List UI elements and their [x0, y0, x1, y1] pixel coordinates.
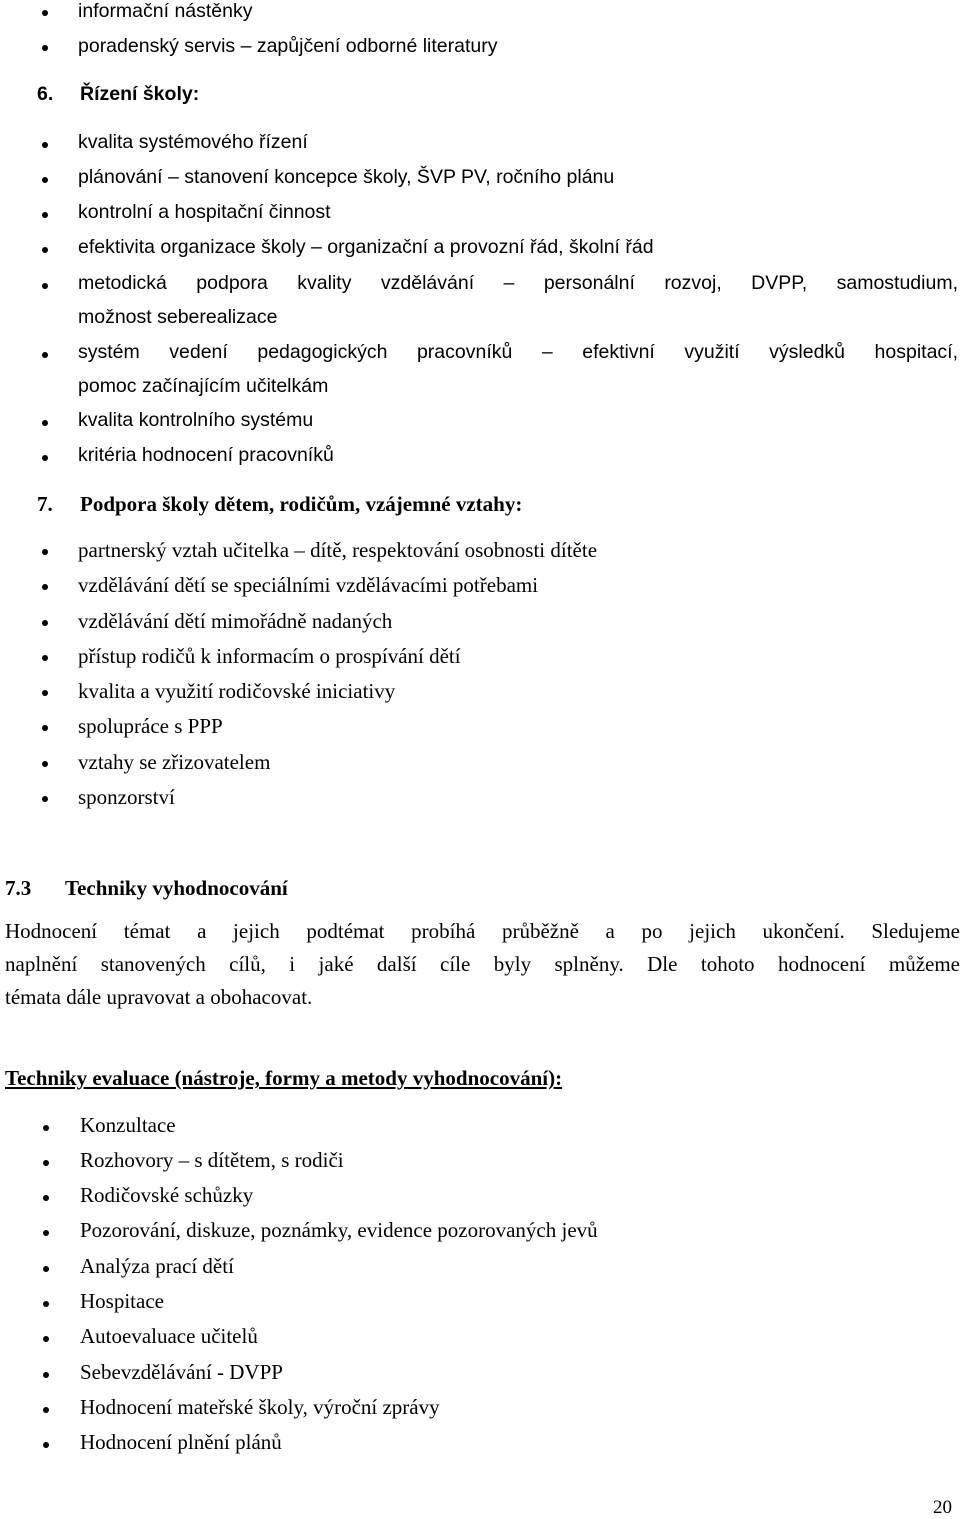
bullet-icon [43, 1407, 49, 1413]
list-item: Sebevzdělávání - DVPP [80, 1360, 283, 1384]
list-item: plánování – stanovení koncepce školy, ŠVP PV, ročního plánu [78, 166, 615, 188]
list-item: Analýza prací dětí [80, 1254, 234, 1278]
list-item: vzdělávání dětí se speciálními vzdělávacími potřebami [78, 573, 539, 597]
bullet-icon [42, 796, 48, 802]
list-item: vzdělávání dětí mimořádně nadaných [78, 609, 393, 633]
list-item: Hospitace [80, 1289, 164, 1313]
bullet-icon [42, 283, 48, 289]
list-item: kontrolní a hospitační činnost [78, 201, 331, 223]
paragraph-line: témata dále upravovat a obohacovat. [5, 985, 313, 1009]
list-item: sponzorství [78, 785, 175, 809]
bullet-icon [42, 725, 48, 731]
section-number: 7. [37, 492, 53, 516]
bullet-icon [43, 1336, 49, 1342]
list-item: informační nástěnky [78, 0, 253, 22]
bullet-icon [43, 1372, 49, 1378]
list-item: efektivita organizace školy – organizační a provozní řád, školní řád [78, 236, 654, 258]
list-item-continuation: pomoc začínajícím učitelkám [78, 375, 329, 397]
list-item: kvalita kontrolního systému [78, 409, 314, 431]
bullet-icon [42, 420, 48, 426]
bullet-icon [43, 1195, 49, 1201]
list-item: systém vedení pedagogických pracovníků – efektivní využití výsledků hospitací, [78, 341, 958, 363]
section-title: Techniky vyhodnocování [65, 876, 288, 900]
list-item: metodická podpora kvality vzdělávání – personální rozvoj, DVPP, samostudium, [78, 272, 958, 294]
bullet-icon [43, 1266, 49, 1272]
list-item: Rodičovské schůzky [80, 1183, 254, 1207]
bullet-icon [43, 1160, 49, 1166]
bullet-icon [42, 352, 48, 358]
techniques-heading: Techniky evaluace (nástroje, formy a metody vyhodnocování): [5, 1066, 563, 1090]
list-item: kritéria hodnocení pracovníků [78, 444, 334, 466]
bullet-icon [42, 10, 48, 16]
list-item: kvalita a využití rodičovské iniciativy [78, 679, 396, 703]
bullet-icon [42, 212, 48, 218]
paragraph-line: naplnění stanovených cílů, i jaké další cíle byly splněny. Dle tohoto hodnocení můžeme [5, 952, 960, 976]
section-title: Řízení školy: [80, 83, 200, 105]
bullet-icon [43, 1442, 49, 1448]
page-number: 20 [933, 1497, 952, 1518]
section-number: 7.3 [5, 876, 32, 900]
bullet-icon [42, 584, 48, 590]
bullet-icon [43, 1230, 49, 1236]
list-item: Autoevaluace učitelů [80, 1324, 258, 1348]
list-item: Pozorování, diskuze, poznámky, evidence pozorovaných jevů [80, 1218, 598, 1242]
bullet-icon [43, 1125, 49, 1131]
list-item: Hodnocení mateřské školy, výroční zprávy [80, 1395, 440, 1419]
bullet-icon [43, 1301, 49, 1307]
bullet-icon [42, 761, 48, 767]
list-item: Hodnocení plnění plánů [80, 1430, 282, 1454]
list-item: Rozhovory – s dítětem, s rodiči [80, 1148, 344, 1172]
list-item: spolupráce s PPP [78, 714, 223, 738]
list-item: Konzultace [80, 1113, 176, 1137]
list-item: kvalita systémového řízení [78, 131, 308, 153]
bullet-icon [42, 620, 48, 626]
list-item: partnerský vztah učitelka – dítě, respektování osobnosti dítěte [78, 538, 598, 562]
bullet-icon [42, 142, 48, 148]
paragraph-line: Hodnocení témat a jejich podtémat probíhá průběžně a po jejich ukončení. Sledujeme [5, 919, 960, 943]
bullet-icon [42, 455, 48, 461]
list-item-continuation: možnost seberealizace [78, 306, 278, 328]
list-item: přístup rodičů k informacím o prospívání dětí [78, 644, 461, 668]
list-item: vztahy se zřizovatelem [78, 750, 271, 774]
bullet-icon [42, 247, 48, 253]
bullet-icon [42, 177, 48, 183]
section-number: 6. [37, 83, 54, 105]
list-item: poradenský servis – zapůjčení odborné literatury [78, 35, 498, 57]
bullet-icon [42, 549, 48, 555]
bullet-icon [42, 655, 48, 661]
section-title: Podpora školy dětem, rodičům, vzájemné vztahy: [80, 492, 523, 516]
bullet-icon [42, 45, 48, 51]
bullet-icon [42, 690, 48, 696]
